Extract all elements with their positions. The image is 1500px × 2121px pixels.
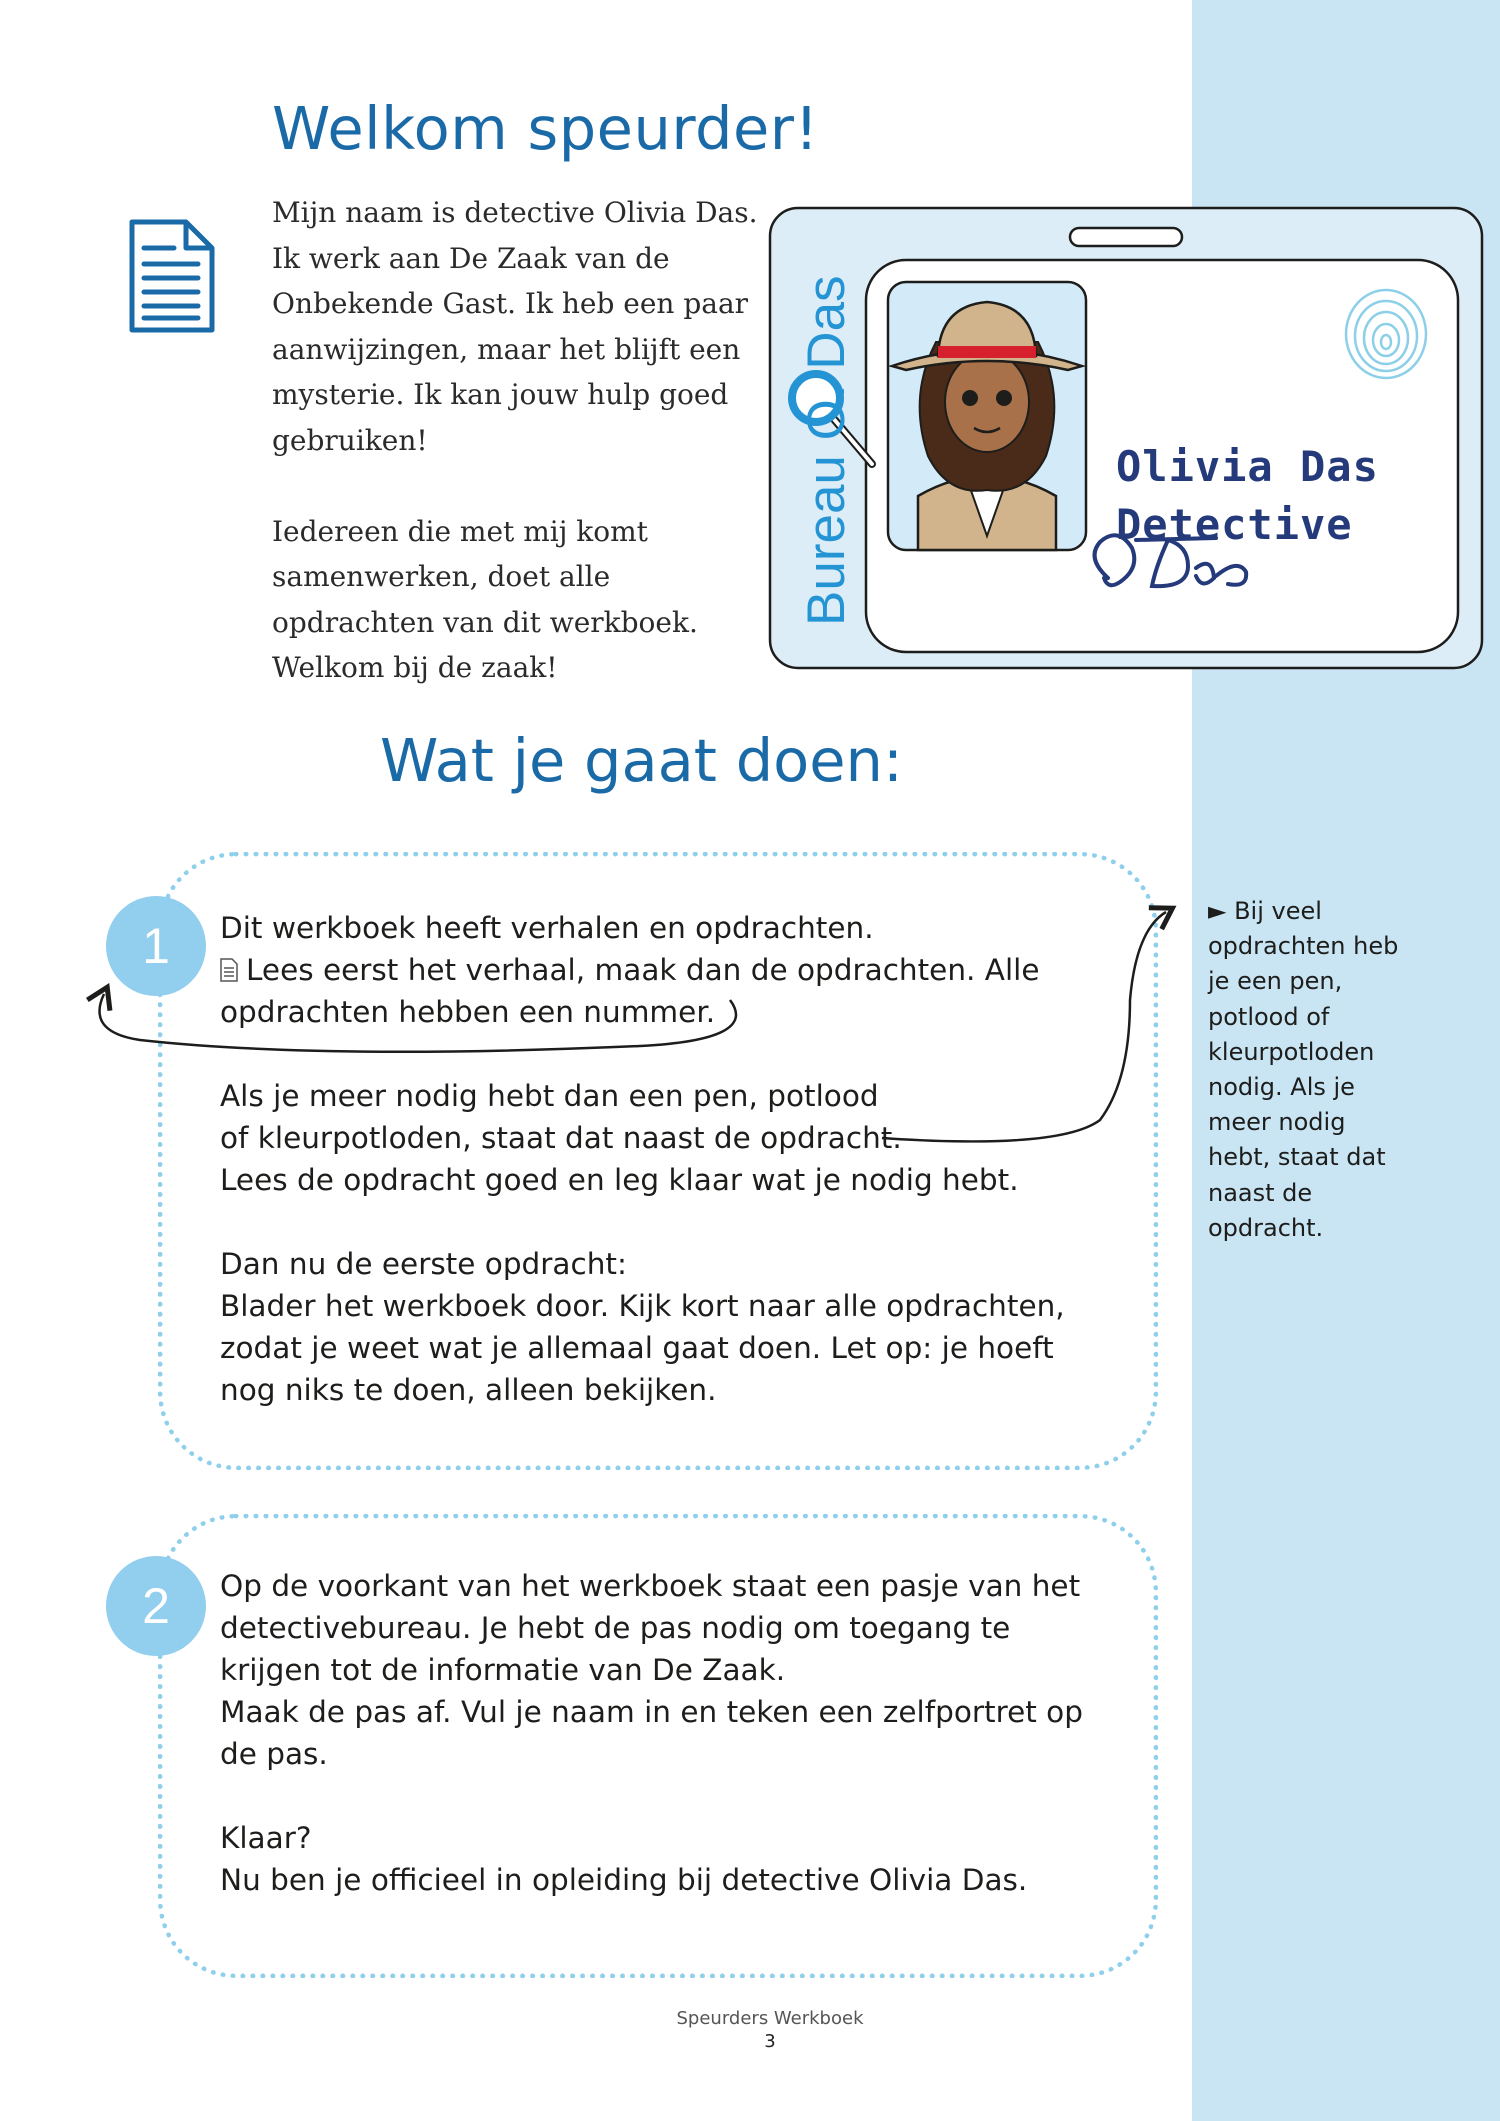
- page-number: 3: [764, 2031, 776, 2052]
- card-role: Detective: [1116, 500, 1353, 549]
- footer-title: Speurders Werkboek: [676, 2008, 864, 2029]
- task-1-line-3: Als je meer nodig hebt dan een pen, potlood of kleurpotloden, staat dat naast de opdracht.: [220, 1079, 902, 1155]
- task-number-badge-1: 1: [106, 896, 206, 996]
- task-1-line-4: Lees de opdracht goed en leg klaar wat je nodig hebt.: [220, 1163, 1019, 1197]
- card-name: Olivia Das: [1116, 442, 1379, 491]
- side-note: ► Bij veel opdrachten heb je een pen, potlood of kleurpotloden nodig. Als je meer nodig hebt, staat dat naast de opdracht.: [1208, 897, 1399, 1242]
- intro-paragraph-2: Iedereen die met mij komt samenwerken, doet alle opdrachten van dit werkboek. Welkom bij de zaak!: [272, 514, 698, 685]
- intro-paragraph-1: Mijn naam is detective Olivia Das. Ik werk aan De Zaak van de Onbekende Gast. Ik heb een paar aanwijzingen, maar het blijft een mysterie. Ik kan jouw hulp goed gebruiken!: [272, 196, 758, 457]
- page-title: Welkom speurder!: [272, 94, 819, 163]
- task-number-badge-2: 2: [106, 1556, 206, 1656]
- task-1-line-6: Blader het werkboek door. Kijk kort naar alle opdrachten, zodat je weet wat je allemaal gaat doen. Let op: je hoeft nog niks te doen, alleen bekijken.: [220, 1289, 1065, 1407]
- task-2-line-4: Nu ben je officieel in opleiding bij detective Olivia Das.: [220, 1863, 1028, 1897]
- task-1-line-2: Lees eerst het verhaal, maak dan de opdrachten. Alle opdrachten hebben een nummer.: [220, 953, 1040, 1029]
- section-title: Wat je gaat doen:: [380, 726, 903, 795]
- card-brand: Bureau O. Das: [797, 275, 856, 626]
- task-2-line-3: Klaar?: [220, 1821, 312, 1855]
- task-1-line-5: Dan nu de eerste opdracht:: [220, 1247, 627, 1281]
- task-1-line-1: Dit werkboek heeft verhalen en opdrachten.: [220, 911, 874, 945]
- task-2-line-2: Maak de pas af. Vul je naam in en teken een zelfportret op de pas.: [220, 1695, 1083, 1771]
- page-footer: [600, 2007, 940, 2053]
- task-2-line-1: Op de voorkant van het werkboek staat een pasje van het detectivebureau. Je hebt de pas nodig om toegang te krijgen tot de informatie van De Zaak.: [220, 1569, 1081, 1687]
